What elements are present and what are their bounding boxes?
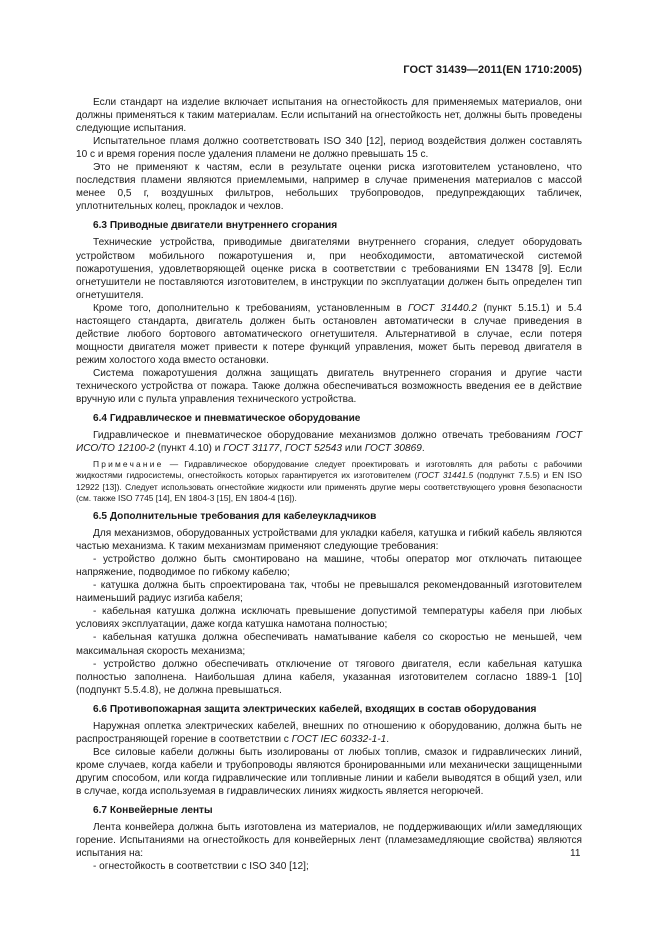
list-item: - устройство должно быть смонтировано на машине, чтобы оператор мог отключать питающее напряжение, подводимое по гибкому кабелю; <box>76 554 582 579</box>
paragraph: Лента конвейера должна быть изготовлена из материалов, не поддерживающих и/или замедляющих горение. Испытаниями на огнестойкость для конвейерных лент (пламезамедляющие свойства) являются испытания на: <box>76 822 582 860</box>
standard-reference: ГОСТ IEC 60332-1-1 <box>291 733 387 745</box>
paragraph: Это не применяют к частям, если в результате оценки риска изготовителем установлено, что последствия пламени являются приемлемыми, например в случае применения материалов с массой менее 0,5 г, воздушных фильтров, небольших трубопроводов, предупреждающих табличек, уплотнительных колец, прокладок и чехлов. <box>76 162 582 213</box>
list-item: - кабельная катушка должна исключать превышение допустимой температуры кабеля при любых условиях эксплуатации, даже когда катушка намотана полностью; <box>76 606 582 631</box>
section-heading-6-5: 6.5 Дополнительные требования для кабелеукладчиков <box>93 511 377 523</box>
standard-reference: ГОСТ 52543 <box>285 443 343 455</box>
section-heading-6-4: 6.4 Гидравлическое и пневматическое оборудование <box>93 413 361 425</box>
paragraph: Гидравлическое и пневматическое оборудование механизмов должно отвечать требованиям ГОСТ ИСО/ТО 12100-2 (пункт 4.10) и ГОСТ 31177, ГОСТ 52543 или ГОСТ 30869. <box>76 430 582 455</box>
note-label: Примечание <box>93 459 164 470</box>
document-header: ГОСТ 31439—2011(EN 1710:2005) <box>403 64 582 76</box>
section-heading-6-6: 6.6 Противопожарная защита электрических кабелей, входящих в состав оборудования <box>93 703 537 715</box>
paragraph: Наружная оплетка электрических кабелей, внешних по отношению к оборудованию, должна быть не распространяющей горение в соответствии с ГОСТ IEC 60332-1-1. <box>76 720 582 745</box>
standard-reference: ГОСТ 31441.5 <box>417 470 474 481</box>
list-item: - кабельная катушка должна обеспечивать наматывание кабеля со скоростью не меньшей, чем максимальная скорость механизма; <box>76 632 582 657</box>
standard-reference: ГОСТ 31440.2 <box>408 302 477 314</box>
paragraph: Технические устройства, приводимые двигателями внутреннего сгорания, следует оборудовать устройством мобильного пожаротушения и, при необходимости, автоматической системой пожаротушения, удовлетворяющей оценке риска в соответствии с требованиями EN 13478 [9]. Если огнетушители не поставляются изготовителем, в инструкции по эксплуатации должен быть определен тип огнетушителя. <box>76 237 582 301</box>
paragraph: Система пожаротушения должна защищать двигатель внутреннего сгорания и другие части технического устройства от пожара. Также должна обеспечиваться возможность введения ее в действие вручную или с пульта управления технического устройства. <box>76 367 582 406</box>
document-body <box>76 96 582 873</box>
paragraph: Все силовые кабели должны быть изолированы от любых топлив, смазок и гидравлических линий, кроме случаев, когда кабели и трубопроводы являются бронированными или механически защищенными другим способом, или когда гидравлические или топливные линии и кабели выводятся в общий узел, или в случае, когда используемая в гидравлических линиях жидкость является негорючей. <box>76 746 582 797</box>
paragraph: Для механизмов, оборудованных устройствами для укладки кабеля, катушка и гибкий кабель являются частью механизма. К таким механизмам применяют следующие требования: <box>76 528 582 553</box>
list-item: - огнестойкость в соответствии с ISO 340 [12]; <box>93 861 309 873</box>
paragraph: Если стандарт на изделие включает испытания на огнестойкость для применяемых материалов, они должны применяться к таким материалам. Если испытаний на огнестойкость нет, должны быть проведены следующие испытания. <box>76 97 582 135</box>
standard-reference: ГОСТ ИСО/ТО 12100-2 <box>76 430 582 455</box>
note: Примечание — Гидравлическое оборудование следует проектировать и изготовлять для работы с рабочими жидкостями гидросистемы, огнестойкость которых гарантируется их изготовителем (ГОСТ 31441.5 (подпункт 7.5.5) и EN ISO 12922 [13]). Следует использовать огнестойкие жидкости или применять другие меры соответствующего уровня безопасности (см. также ISO 7745 [14], EN 1804-3 [15], EN 1804-4 [16]). <box>76 459 582 503</box>
standard-reference: ГОСТ 30869 <box>364 443 422 455</box>
section-heading-6-3: 6.3 Приводные двигатели внутреннего сгорания <box>93 220 338 232</box>
list-item: - устройство должно обеспечивать отключение от тягового двигателя, если кабельная катушка полностью заполнена. Наибольшая длина кабеля, указанная изготовителем согласно 1889-1 [10] (подпункт 5.5.4.8), не должна превышаться. <box>76 658 582 696</box>
page-number: 11 <box>570 848 581 859</box>
paragraph: Испытательное пламя должно соответствовать ISO 340 [12], период воздействия должен составлять 10 с и время горения после удаления пламени не должно превышать 15 с. <box>76 136 582 161</box>
paragraph: Кроме того, дополнительно к требованиям, установленным в ГОСТ 31440.2 (пункт 5.15.1) и 5.4 настоящего стандарта, двигатель должен быть остановлен автоматически в случае приведения в действие любого бортового автоматического огнетушителя. Альтернативой в случае, если потеря мощности двигателя может привести к потере функций управления, может быть перевод двигателя в режим холостого хода вместо остановки. <box>76 302 583 366</box>
list-item: - катушка должна быть спроектирована так, чтобы не превышался рекомендованный изготовителем наименьший радиус изгиба кабеля; <box>76 580 582 605</box>
section-heading-6-7: 6.7 Конвейерные ленты <box>93 805 213 817</box>
standard-reference: ГОСТ 31177 <box>223 443 280 455</box>
